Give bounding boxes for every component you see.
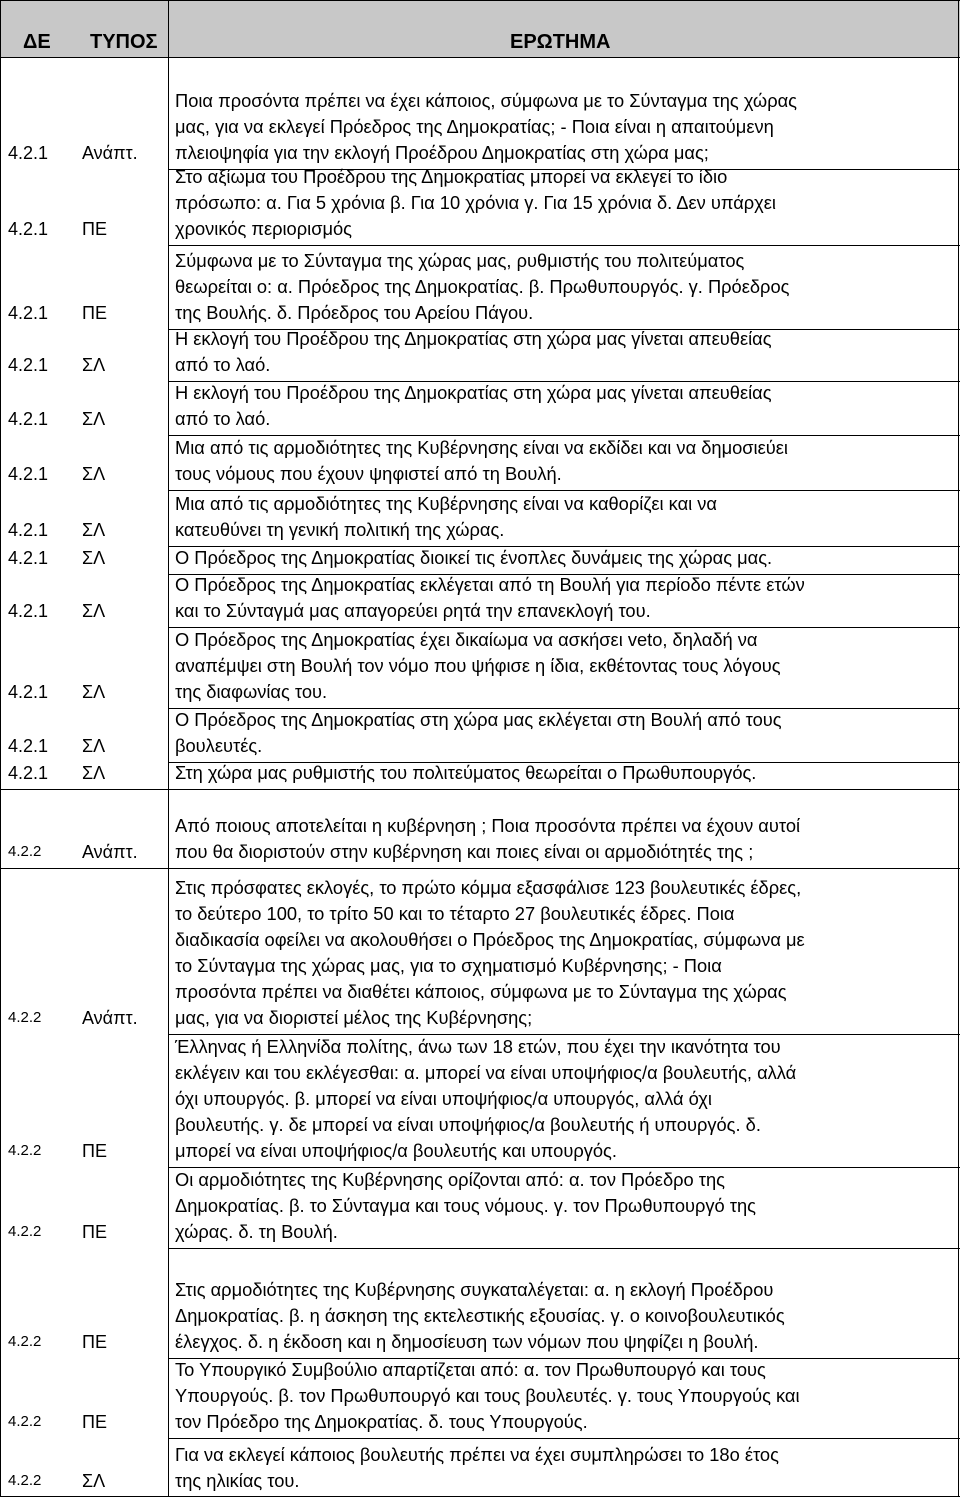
header-question: ΕΡΩΤΗΜΑ — [510, 31, 611, 53]
row-type: ΣΛ — [82, 409, 106, 429]
row-question: Ποια προσόντα πρέπει να έχει κάποιος, σύμφωνα με το Σύνταγμα της χώρας μας, για να εκλεγεί Πρόεδρος της Δημοκρατίας; - Ποια είναι η απαιτούμενη πλειοψηφία για την εκλογή Προέδρου Δημοκρατίας στη χώρα μας; — [175, 90, 797, 163]
column-divider — [168, 0, 169, 1497]
row-type: Ανάπτ. — [82, 1008, 138, 1028]
row-type: ΣΛ — [82, 520, 106, 540]
table-row — [0, 708, 960, 762]
column-divider — [958, 0, 959, 1497]
row-divider — [168, 1438, 960, 1439]
row-code: 4.2.1 — [8, 682, 49, 702]
table-row — [0, 546, 960, 574]
row-type: ΠΕ — [82, 1412, 108, 1432]
row-divider — [168, 546, 960, 547]
row-divider — [168, 490, 960, 491]
row-question: Στις πρόσφατες εκλογές, το πρώτο κόμμα εξασφάλισε 123 βουλευτικές έδρες, το δεύτερο 100, το τρίτο 50 και το τέταρτο 27 βουλευτικές έδρες. Ποια διαδικασία οφείλει να ακολουθήσει ο Πρόεδρος της Δημοκρατίας, σύμφωνα με το Σύνταγμα της χώρας μας, για το σχηματισμό Κυβέρνησης; - Ποια προσόντα πρέπει να διαθέτει κάποιος, σύμφωνα με το Σύνταγμα της χώρας μας, για να διοριστεί μέλος της Κυβέρνησης; — [175, 877, 805, 1028]
table-row — [0, 490, 960, 546]
row-question: Μια από τις αρμοδιότητες της Κυβέρνησης είναι να εκδίδει και να δημοσιεύει τους νόμους που έχουν ψηφιστεί από τη Βουλή. — [175, 437, 788, 484]
row-question: Η εκλογή του Προέδρου της Δημοκρατίας στη χώρα μας γίνεται απευθείας από το λαό. — [175, 382, 772, 429]
row-type: ΣΛ — [82, 355, 106, 375]
row-question: Ο Πρόεδρος της Δημοκρατίας έχει δικαίωμα να ασκήσει veto, δηλαδή να αναπέμψει στη Βουλή τον νόμο που ψήφισε η ίδια, εκθέτοντας τους λόγους της διαφωνίας του. — [175, 629, 781, 702]
row-type: ΠΕ — [82, 219, 108, 239]
row-type: ΣΛ — [82, 601, 106, 621]
row-question: Στις αρμοδιότητες της Κυβέρνησης συγκαταλέγεται: α. η εκλογή Προέδρου Δημοκρατίας. β. η άσκηση της εκτελεστικής εξουσίας. γ. ο κοινοβουλευτικός έλεγχος. δ. η έκδοση και η δημοσίευση των νόμων που ψηφίζει η βουλή. — [175, 1279, 785, 1352]
table-row — [0, 1358, 960, 1438]
row-question: Από ποιους αποτελείται η κυβέρνηση ; Ποια προσόντα πρέπει να έχουν αυτοί που θα διοριστούν στην κυβέρνηση και ποιες είναι οι αρμοδιότητές της ; — [175, 815, 801, 862]
header-type: ΤΥΠΟΣ — [90, 31, 158, 53]
row-type: ΠΕ — [82, 303, 108, 323]
table-row — [0, 789, 960, 868]
row-type: ΣΛ — [82, 548, 106, 568]
row-question: Μια από τις αρμοδιότητες της Κυβέρνησης είναι να καθορίζει και να κατευθύνει τη γενική πολιτική της χώρας. — [175, 493, 718, 540]
table-row — [0, 329, 960, 381]
row-divider — [168, 381, 960, 382]
row-divider — [0, 868, 960, 869]
row-code: 4.2.2 — [8, 1009, 42, 1026]
row-question: Στη χώρα μας ρυθμιστής του πολιτεύματος θεωρείται ο Πρωθυπουργός. — [175, 762, 757, 783]
row-divider — [168, 329, 960, 330]
row-code: 4.2.1 — [8, 409, 49, 429]
row-type: Ανάπτ. — [82, 842, 138, 862]
row-divider — [168, 245, 960, 246]
header-de: ΔΕ — [23, 31, 51, 53]
table-row — [0, 627, 960, 708]
row-question: Ο Πρόεδρος της Δημοκρατίας διοικεί τις ένοπλες δυνάμεις της χώρας μας. — [175, 547, 773, 568]
row-divider — [168, 1034, 960, 1035]
row-type: ΠΕ — [82, 1141, 108, 1161]
row-divider — [168, 762, 960, 763]
row-code: 4.2.1 — [8, 520, 49, 540]
row-question: Το Υπουργικό Συμβούλιο απαρτίζεται από: α. τον Πρωθυπουργό και τους Υπουργούς. β. τον Πρωθυπουργό και τους βουλευτές. γ. τους Υπουργούς και τον Πρόεδρο της Δημοκρατίας. δ. τους Υπουργούς. — [175, 1359, 800, 1432]
row-type: ΣΛ — [82, 682, 106, 702]
table-row — [0, 58, 960, 169]
table-row — [0, 762, 960, 789]
row-question: Για να εκλεγεί κάποιος βουλευτής πρέπει να έχει συμπληρώσει το 18ο έτος της ηλικίας του. — [175, 1444, 779, 1491]
row-code: 4.2.1 — [8, 143, 49, 163]
row-code: 4.2.1 — [8, 219, 49, 239]
table-row — [0, 1167, 960, 1248]
row-code: 4.2.1 — [8, 548, 49, 568]
row-code: 4.2.2 — [8, 1472, 42, 1489]
row-code: 4.2.1 — [8, 601, 49, 621]
row-type: ΠΕ — [82, 1222, 108, 1242]
table-header — [0, 0, 960, 58]
row-divider — [0, 789, 960, 790]
row-divider — [168, 169, 960, 170]
row-type: ΠΕ — [82, 1332, 108, 1352]
row-type: ΣΛ — [82, 736, 106, 756]
row-divider — [168, 627, 960, 628]
row-question: Οι αρμοδιότητες της Κυβέρνησης ορίζονται από: α. τον Πρόεδρο της Δημοκρατίας. β. το Σύνταγμα και τους νόμους. γ. τον Πρωθυπουργό της χώρας. δ. τη Βουλή. — [175, 1169, 756, 1242]
row-question: Ο Πρόεδρος της Δημοκρατίας στη χώρα μας εκλέγεται στη Βουλή από τους βουλευτές. — [175, 709, 782, 756]
row-type: ΣΛ — [82, 1471, 106, 1491]
row-code: 4.2.1 — [8, 763, 49, 783]
table-row — [0, 574, 960, 627]
row-code: 4.2.2 — [8, 1223, 42, 1240]
row-code: 4.2.2 — [8, 1142, 42, 1159]
table-row — [0, 868, 960, 1034]
row-question: Στο αξίωμα του Προέδρου της Δημοκρατίας μπορεί να εκλεγεί το ίδιο πρόσωπο: α. Για 5 χρόνια β. Για 10 χρόνια γ. Για 15 χρόνια δ. Δεν υπάρχει χρονικός περιορισμός — [175, 166, 776, 239]
table-row — [0, 1034, 960, 1167]
row-type: Ανάπτ. — [82, 143, 138, 163]
table-row — [0, 1438, 960, 1497]
row-code: 4.2.1 — [8, 464, 49, 484]
row-divider — [168, 574, 960, 575]
row-question: Έλληνας ή Ελληνίδα πολίτης, άνω των 18 ετών, που έχει την ικανότητα του εκλέγειν και του εκλέγεσθαι: α. μπορεί να είναι υποψήφιος/α βουλευτής, αλλά όχι υπουργός. β. μπορεί να είναι υποψήφιος/α υπουργός, αλλά όχι βουλευτής. γ. δε μπορεί να είναι υποψήφιος/α βουλευτής ή υπουργός. δ. μπορεί να είναι υποψήφιος/α βουλευτής και υπουργός. — [175, 1036, 797, 1161]
row-code: 4.2.2 — [8, 843, 42, 860]
table-row — [0, 166, 960, 245]
row-question: Σύμφωνα με το Σύνταγμα της χώρας μας, ρυθμιστής του πολιτεύματος θεωρείται ο: α. Πρόεδρος της Δημοκρατίας. β. Πρωθυπουργός. γ. Πρόεδρος της Βουλής. δ. Πρόεδρος του Αρείου Πάγου. — [175, 250, 790, 323]
row-code: 4.2.1 — [8, 355, 49, 375]
row-type: ΣΛ — [82, 763, 106, 783]
row-divider — [168, 1167, 960, 1168]
table-row — [0, 381, 960, 435]
table-row — [0, 245, 960, 329]
row-type: ΣΛ — [82, 464, 106, 484]
row-code: 4.2.2 — [8, 1333, 42, 1350]
table-row — [0, 435, 960, 490]
row-code: 4.2.2 — [8, 1413, 42, 1430]
table-row — [0, 1248, 960, 1358]
row-divider — [168, 708, 960, 709]
row-question: Ο Πρόεδρος της Δημοκρατίας εκλέγεται από τη Βουλή για περίοδο πέντε ετών και το Σύνταγμά μας απαγορεύει ρητά την επανεκλογή του. — [175, 574, 805, 621]
row-divider — [168, 1248, 960, 1249]
row-code: 4.2.1 — [8, 736, 49, 756]
column-divider — [0, 0, 1, 1497]
row-code: 4.2.1 — [8, 303, 49, 323]
row-divider — [168, 435, 960, 436]
row-divider — [168, 1358, 960, 1359]
row-question: Η εκλογή του Προέδρου της Δημοκρατίας στη χώρα μας γίνεται απευθείας από το λαό. — [175, 328, 772, 375]
